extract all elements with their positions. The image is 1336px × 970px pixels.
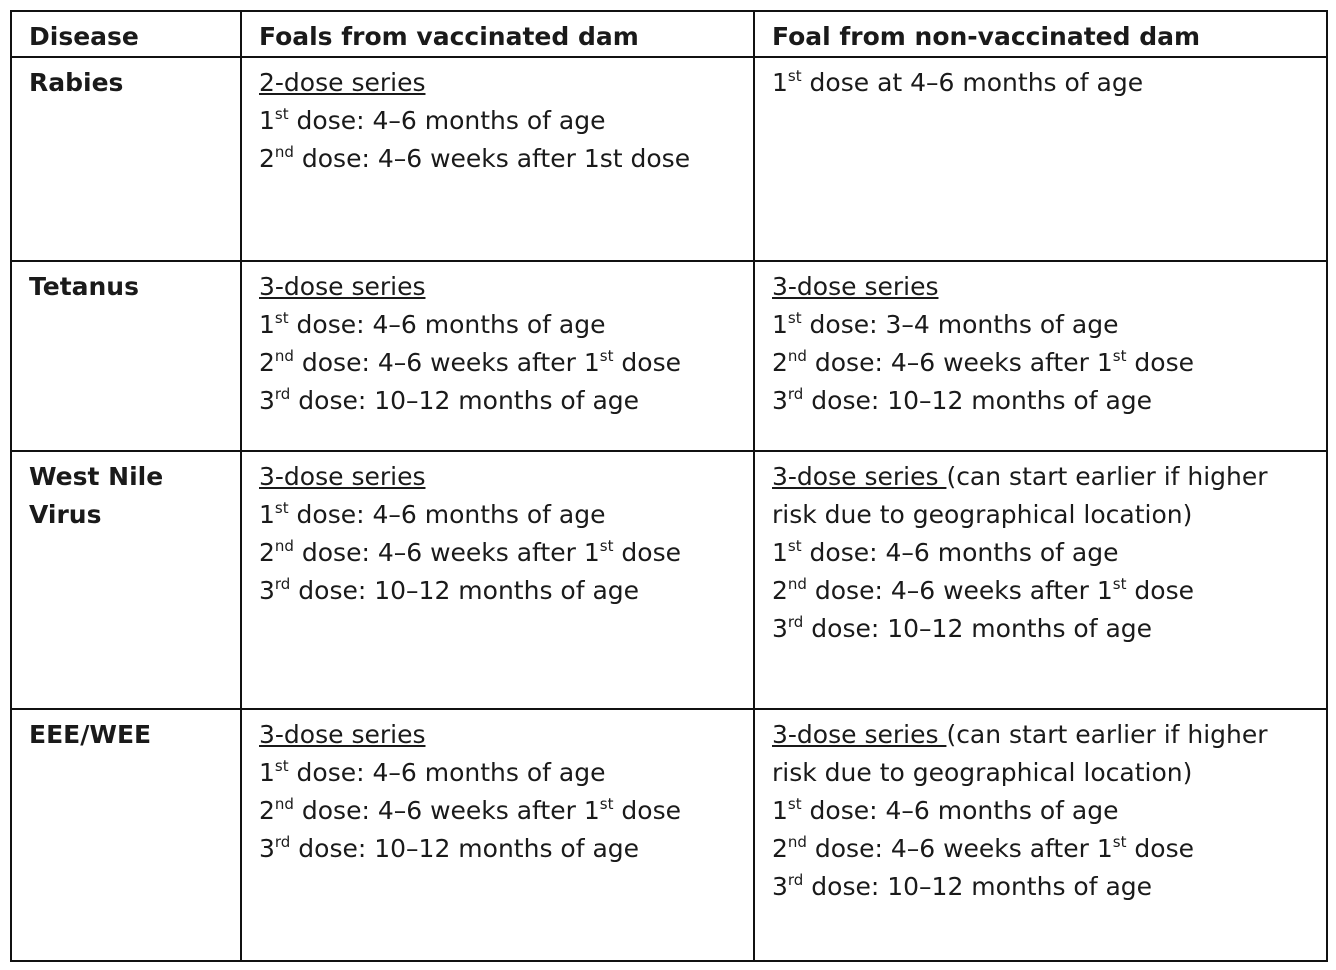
vaccination-schedule-table (10, 10, 1328, 962)
table-row (11, 709, 1327, 961)
dose-number: 1 (772, 68, 788, 97)
series-note-line (772, 754, 1316, 792)
header-non-vaccinated-dam: Foal from non-vaccinated dam (754, 11, 1327, 57)
non-vaccinated-dam-cell (754, 57, 1327, 261)
disease-cell (11, 709, 241, 961)
dose-text: dose at 4–6 months of age (801, 68, 1144, 97)
series-label: 3-dose series (772, 272, 939, 301)
dose-text: dose: 4–6 months of age (288, 310, 606, 339)
dose-line (772, 572, 1316, 610)
dose-line (772, 306, 1316, 344)
dose-line (772, 382, 1316, 420)
dose-line (259, 382, 743, 420)
dose-text: dose (613, 796, 681, 825)
dose-text: dose: 10–12 months of age (290, 834, 640, 863)
dose-ordinal: rd (274, 575, 291, 593)
dose-text: dose: 4–6 weeks after 1 (806, 576, 1113, 605)
dose-line (772, 534, 1316, 572)
dose-line (259, 830, 743, 868)
disease-name: Tetanus (29, 272, 139, 301)
dose-line (772, 830, 1316, 868)
vaccinated-dam-cell (241, 451, 754, 709)
dose-text: dose: 10–12 months of age (290, 576, 640, 605)
series-label: 3-dose series (259, 272, 426, 301)
dose-ordinal: st (274, 309, 289, 327)
disease-name: Rabies (29, 68, 124, 97)
dose-ordinal: st (274, 105, 289, 123)
dose-ordinal: st (787, 67, 802, 85)
dose-text: dose: 4–6 months of age (288, 758, 606, 787)
dose-number: 1 (772, 310, 788, 339)
dose-line (259, 306, 743, 344)
dose-text: dose: 4–6 weeks after 1 (806, 834, 1113, 863)
dose-ordinal: st (274, 757, 289, 775)
dose-number: 1 (259, 500, 275, 529)
dose-line (259, 344, 743, 382)
dose-ordinal: nd (787, 575, 807, 593)
dose-text: dose: 3–4 months of age (801, 310, 1119, 339)
dose-number: 2 (259, 144, 275, 173)
dose-number: 3 (772, 614, 788, 643)
dose-ordinal: st (787, 309, 802, 327)
dose-text: dose: 10–12 months of age (803, 614, 1153, 643)
dose-ordinal: rd (787, 613, 804, 631)
dose-text: dose: 10–12 months of age (290, 386, 640, 415)
series-label: 3-dose series (259, 462, 426, 491)
dose-number: 3 (259, 576, 275, 605)
non-vaccinated-dam-cell (754, 261, 1327, 451)
dose-line (772, 868, 1316, 906)
dose-number: 3 (772, 872, 788, 901)
dose-line (259, 496, 743, 534)
dose-number: 1 (772, 796, 788, 825)
table-row (11, 57, 1327, 261)
dose-text: dose: 4–6 months of age (288, 500, 606, 529)
series-note: (can start earlier if higher (946, 462, 1268, 491)
dose-text: dose: 4–6 weeks after 1 (806, 348, 1113, 377)
header-disease: Disease (11, 11, 241, 57)
disease-cell (11, 261, 241, 451)
dose-line (259, 572, 743, 610)
dose-number: 2 (259, 348, 275, 377)
dose-line (772, 64, 1316, 102)
dose-number: 2 (772, 576, 788, 605)
series-line (259, 716, 743, 754)
vaccinated-dam-cell (241, 709, 754, 961)
series-line (772, 716, 1316, 754)
disease-cell (11, 57, 241, 261)
dose-text: dose: 4–6 weeks after 1 (293, 348, 600, 377)
dose-text: dose: 4–6 weeks after 1 (293, 796, 600, 825)
table-row (11, 261, 1327, 451)
dose-line (772, 344, 1316, 382)
disease-name: EEE/WEE (29, 720, 152, 749)
dose-number: 1 (259, 106, 275, 135)
dose-text: dose: 4–6 months of age (801, 796, 1119, 825)
dose-ordinal: st (1112, 833, 1127, 851)
series-line (772, 458, 1316, 496)
table-row (11, 451, 1327, 709)
series-label: 3-dose series (259, 720, 426, 749)
dose-text: dose (613, 348, 681, 377)
dose-ordinal: nd (274, 143, 294, 161)
series-line (772, 268, 1316, 306)
dose-line (259, 534, 743, 572)
series-label: 3-dose series (772, 720, 947, 749)
dose-number: 2 (259, 796, 275, 825)
disease-name: West Nile Virus (29, 462, 164, 529)
dose-line (772, 610, 1316, 648)
dose-ordinal: rd (274, 833, 291, 851)
dose-text: dose: 10–12 months of age (803, 386, 1153, 415)
series-note: (can start earlier if higher (946, 720, 1268, 749)
dose-ordinal: st (787, 537, 802, 555)
dose-ordinal: nd (787, 347, 807, 365)
non-vaccinated-dam-cell (754, 451, 1327, 709)
dose-text: dose: 10–12 months of age (803, 872, 1153, 901)
dose-text: dose: 4–6 months of age (288, 106, 606, 135)
dose-line (259, 102, 743, 140)
dose-number: 1 (259, 310, 275, 339)
dose-text: dose (1126, 348, 1194, 377)
dose-line (259, 754, 743, 792)
series-note: risk due to geographical location) (772, 500, 1193, 529)
vaccinated-dam-cell (241, 261, 754, 451)
dose-number: 3 (259, 834, 275, 863)
dose-number: 3 (772, 386, 788, 415)
disease-cell (11, 451, 241, 709)
dose-ordinal: nd (274, 347, 294, 365)
dose-ordinal: rd (787, 385, 804, 403)
dose-ordinal: st (599, 537, 614, 555)
series-line (259, 458, 743, 496)
dose-ordinal: st (1112, 575, 1127, 593)
dose-line (772, 792, 1316, 830)
header-vaccinated-dam: Foals from vaccinated dam (241, 11, 754, 57)
series-label: 3-dose series (772, 462, 947, 491)
dose-ordinal: nd (274, 537, 294, 555)
dose-line (259, 792, 743, 830)
dose-ordinal: rd (787, 871, 804, 889)
non-vaccinated-dam-cell (754, 709, 1327, 961)
dose-line (259, 140, 743, 178)
dose-number: 1 (259, 758, 275, 787)
dose-ordinal: st (599, 795, 614, 813)
dose-number: 3 (259, 386, 275, 415)
dose-ordinal: st (1112, 347, 1127, 365)
series-label: 2-dose series (259, 68, 426, 97)
dose-text: dose: 4–6 weeks after 1st dose (293, 144, 691, 173)
dose-ordinal: nd (787, 833, 807, 851)
series-line (259, 268, 743, 306)
dose-ordinal: nd (274, 795, 294, 813)
series-line (259, 64, 743, 102)
dose-number: 2 (772, 348, 788, 377)
dose-ordinal: st (599, 347, 614, 365)
dose-text: dose: 4–6 weeks after 1 (293, 538, 600, 567)
dose-number: 1 (772, 538, 788, 567)
series-note-line (772, 496, 1316, 534)
dose-ordinal: rd (274, 385, 291, 403)
dose-ordinal: st (274, 499, 289, 517)
table-header-row (11, 11, 1327, 57)
dose-text: dose (1126, 834, 1194, 863)
dose-text: dose (1126, 576, 1194, 605)
series-note: risk due to geographical location) (772, 758, 1193, 787)
dose-number: 2 (259, 538, 275, 567)
dose-text: dose (613, 538, 681, 567)
dose-ordinal: st (787, 795, 802, 813)
vaccinated-dam-cell (241, 57, 754, 261)
dose-number: 2 (772, 834, 788, 863)
dose-text: dose: 4–6 months of age (801, 538, 1119, 567)
